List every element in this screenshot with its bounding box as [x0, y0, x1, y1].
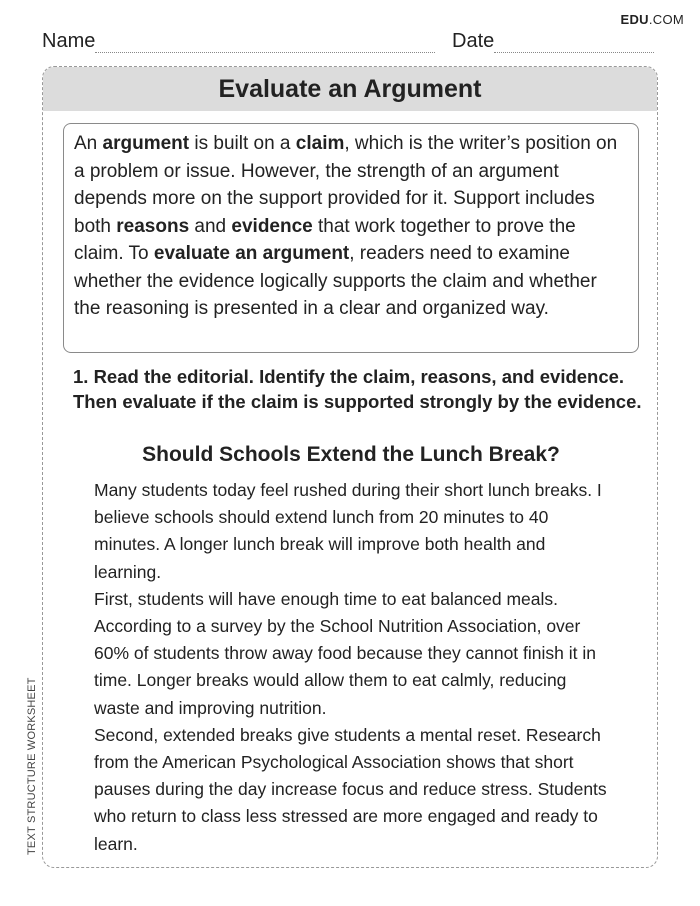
- question-1: 1. Read the editorial. Identify the claim, reasons, and evidence. Then evaluate if the claim is supported strongly by the evidence.: [73, 366, 642, 412]
- intro-keyword: evidence: [231, 215, 313, 237]
- date-line[interactable]: [494, 52, 654, 53]
- intro-keyword: reasons: [116, 215, 190, 237]
- intro-keyword: claim: [295, 133, 345, 154]
- name-line[interactable]: [95, 52, 435, 53]
- intro-keyword: evaluate an argument: [153, 243, 350, 264]
- name-label: Name: [42, 30, 96, 52]
- page-title: Evaluate an Argument: [43, 67, 657, 111]
- intro-text: An: [74, 133, 103, 154]
- brand-logo-bold: EDU: [620, 12, 649, 27]
- intro-text: , which is the writer’s position on a problem or issue. However, the strength of an argument depends more on the support provided for it. Support includes both: [74, 133, 618, 237]
- editorial-paragraph: Second, extended breaks give students a mental reset. Research from the American Psychological Association shows that short pauses during the day increase focus and reduce stress. Students who return to class less stressed are more engaged and ready to learn.: [94, 724, 607, 854]
- editorial-text: [94, 477, 614, 858]
- intro-box: [63, 123, 639, 353]
- intro-text: , readers need to examine whether the evidence logically supports the claim and whether the reasoning is presented in a clear and organized way.: [74, 243, 597, 319]
- date-field[interactable]: [452, 30, 654, 53]
- brand-logo: [620, 12, 684, 27]
- editorial-title: Should Schools Extend the Lunch Break?: [142, 443, 560, 466]
- intro-text: and: [189, 215, 232, 237]
- worksheet-panel: [42, 66, 658, 868]
- name-field[interactable]: [42, 30, 435, 53]
- intro-text: is built on a: [189, 133, 296, 154]
- side-label: TEXT STRUCTURE WORKSHEET: [26, 677, 38, 855]
- editorial-paragraph: Many students today feel rushed during their short lunch breaks. I believe schools should extend lunch from 20 minutes to 40 minutes. A longer lunch break will improve both health and learning.: [94, 480, 602, 582]
- intro-keyword: argument: [102, 133, 190, 154]
- brand-logo-suffix: .COM: [648, 12, 684, 27]
- date-label: Date: [452, 30, 495, 52]
- editorial-paragraph: First, students will have enough time to eat balanced meals. According to a survey by the School Nutrition Association, over 60% of students throw away food because they cannot finish it in time. Longer breaks would allow them to eat calmly, reducing waste and improving nutrition.: [94, 588, 596, 718]
- intro-text: that work together to prove the claim. To: [74, 215, 576, 264]
